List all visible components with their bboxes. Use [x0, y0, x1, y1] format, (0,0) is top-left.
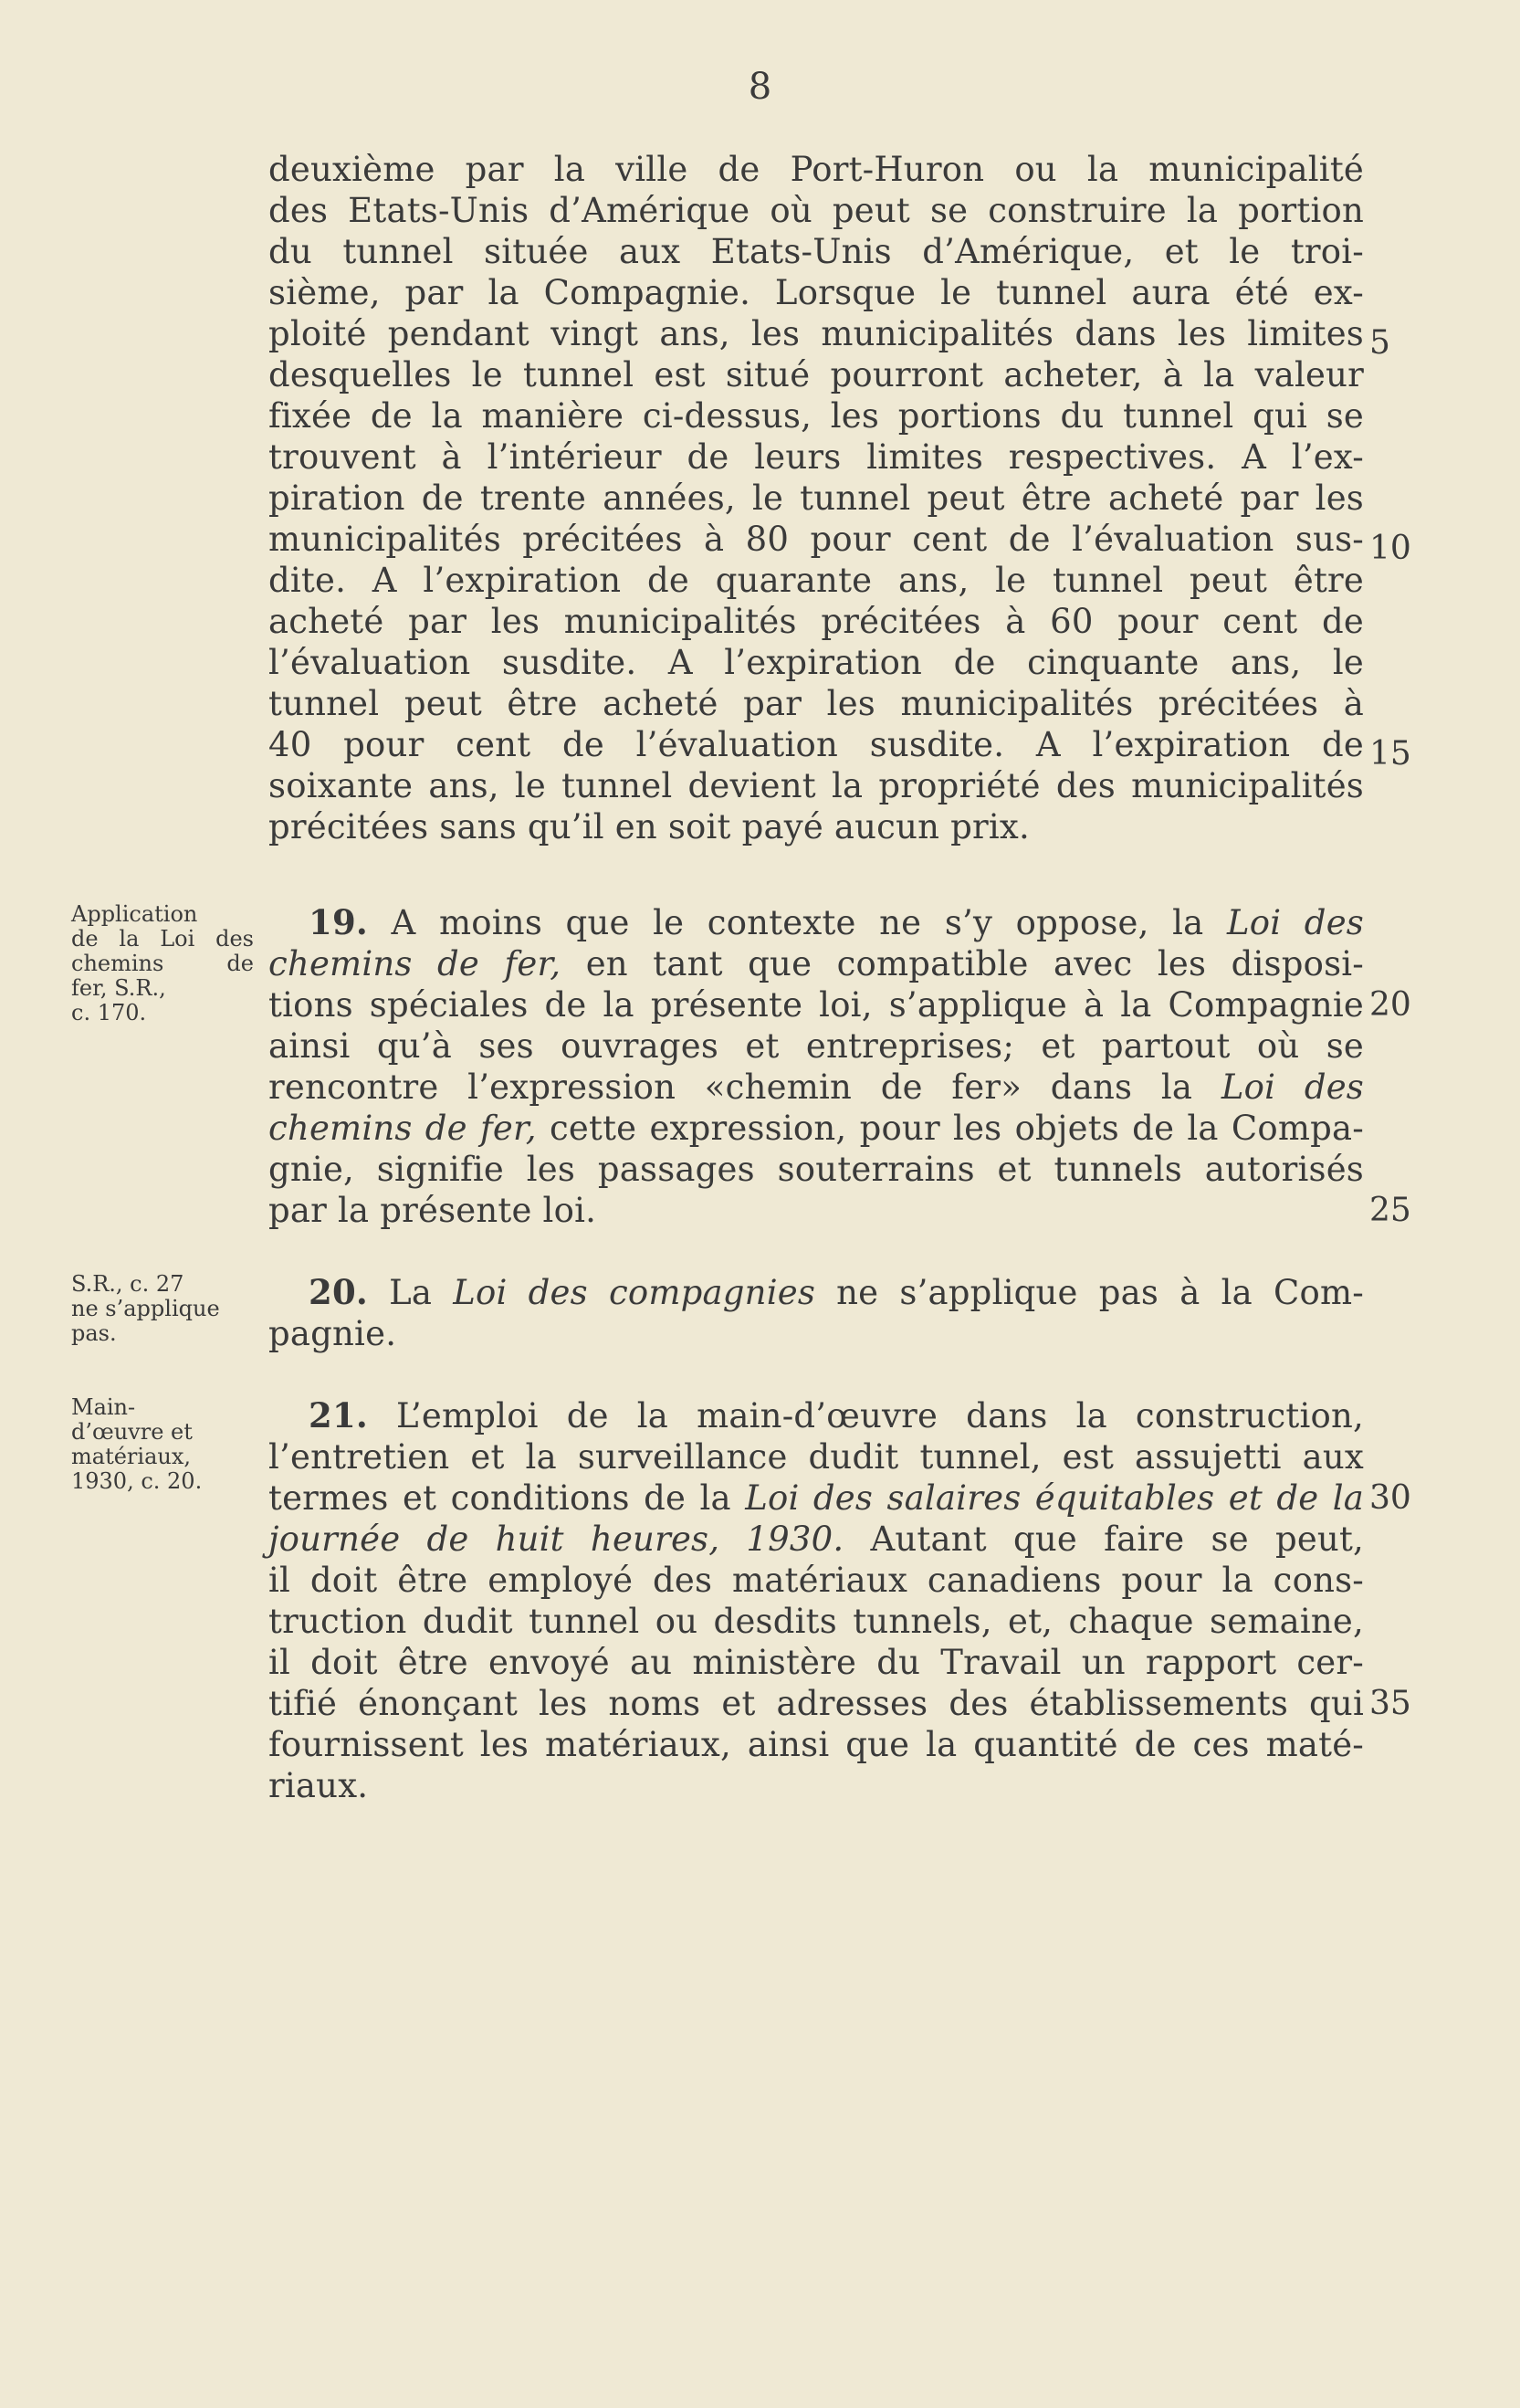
text-line: desquelles le tunnel est situé pourront acheter, à la valeur	[268, 355, 1364, 394]
margin-note-line: 1930, c. 20.	[71, 1468, 203, 1494]
text-run: ne s’applique pas à la Com-	[836, 1273, 1364, 1312]
section-19	[268, 902, 1364, 1231]
line-number: 5	[1369, 324, 1390, 362]
text-line: 40 pour cent de l’évaluation susdite. A l’expiration de	[268, 725, 1364, 764]
text-line: fixée de la manière ci-dessus, les portions du tunnel qui se	[268, 396, 1364, 436]
text-line: acheté par les municipalités précitées à 60 pour cent de	[268, 602, 1364, 641]
text-run: La	[389, 1273, 433, 1312]
text-line: soixante ans, le tunnel devient la propriété des municipalités	[268, 766, 1364, 805]
section-20	[268, 1272, 1364, 1354]
text-line: tunnel peut être acheté par les municipalités précitées à	[268, 684, 1364, 723]
text-line: l’évaluation susdite. A l’expiration de cinquante ans, le	[268, 643, 1364, 682]
margin-note-line: c. 170.	[71, 1000, 147, 1025]
text-line: ploité pendant vingt ans, les municipalités dans les limites	[268, 314, 1364, 353]
text-line: fournissent les matériaux, ainsi que la quantité de ces maté-	[268, 1725, 1364, 1764]
text-line: truction dudit tunnel ou desdits tunnels, et, chaque semaine,	[268, 1602, 1364, 1641]
text-line: tions spéciales de la présente loi, s’applique à la Compagnie	[268, 985, 1364, 1025]
line-number: 35	[1369, 1685, 1411, 1722]
text-line: trouvent à l’intérieur de leurs limites respectives. A l’ex-	[268, 437, 1364, 477]
margin-note-line: ne s’applique	[71, 1296, 220, 1321]
text-line: piration de trente années, le tunnel peut être acheté par les	[268, 478, 1364, 518]
line-number: 15	[1369, 735, 1411, 773]
text-run: Autant que faire se peut,	[870, 1519, 1364, 1559]
margin-note-section-19	[71, 902, 254, 1025]
text-run: termes et conditions de la	[268, 1478, 731, 1518]
margin-note-line: de la Loi des	[71, 926, 254, 952]
margin-note-line: S.R., c. 27	[71, 1271, 184, 1297]
text-line: deuxième par la ville de Port-Huron ou la municipalité	[268, 150, 1364, 189]
margin-note-line: pas.	[71, 1320, 117, 1346]
text-line: pagnie.	[268, 1314, 397, 1353]
section-number: 21.	[309, 1395, 368, 1435]
margin-note-line: Application	[71, 901, 198, 927]
line-number: 25	[1369, 1192, 1411, 1229]
text-line: il doit être employé des matériaux canadiens pour la cons-	[268, 1561, 1364, 1600]
text-line: il doit être envoyé au ministère du Travail un rapport cer-	[268, 1643, 1364, 1682]
continued-paragraph	[268, 149, 1364, 847]
act-title: Loi des salaires équitables et de la	[745, 1478, 1364, 1518]
section-number: 20.	[309, 1272, 368, 1312]
text-line: dite. A l’expiration de quarante ans, le tunnel peut être	[268, 561, 1364, 600]
text-line: riaux.	[268, 1766, 369, 1805]
text-line: l’entretien et la surveillance dudit tunnel, est assujetti aux	[268, 1437, 1364, 1477]
margin-note-line: matériaux,	[71, 1444, 191, 1469]
act-title: chemins de fer,	[268, 944, 561, 983]
text-run: en tant que compatible avec les disposi-	[585, 944, 1364, 983]
page-number: 8	[748, 66, 772, 108]
margin-note-section-21	[71, 1395, 254, 1494]
act-title: Loi des	[1226, 903, 1364, 942]
margin-note-line: fer, S.R.,	[71, 975, 166, 1001]
margin-note-line: Main-	[71, 1394, 136, 1420]
text-line: sième, par la Compagnie. Lorsque le tunnel aura été ex-	[268, 273, 1364, 312]
text-line: municipalités précitées à 80 pour cent de l’évaluation sus-	[268, 520, 1364, 559]
section-21	[268, 1395, 1364, 1806]
text-line: précitées sans qu’il en soit payé aucun prix.	[268, 807, 1030, 846]
line-number: 10	[1369, 530, 1411, 567]
act-title: journée de huit heures, 1930.	[268, 1519, 844, 1559]
section-number: 19.	[309, 902, 368, 942]
margin-note-section-20	[71, 1272, 254, 1346]
text-run: A moins que le contexte ne s’y oppose, la	[391, 903, 1204, 942]
text-line: gnie, signifie les passages souterrains et tunnels autorisés	[268, 1150, 1364, 1189]
act-title: Loi des	[1221, 1067, 1364, 1107]
text-run: rencontre l’expression «chemin de fer» dans la	[268, 1067, 1193, 1107]
text-run: cette expression, pour les objets de la Compa-	[549, 1109, 1364, 1148]
margin-note-line: d’œuvre et	[71, 1419, 193, 1445]
line-number: 30	[1369, 1479, 1411, 1517]
text-line: tifié énonçant les noms et adresses des établissements qui	[268, 1684, 1364, 1723]
margin-note-line: chemins de	[71, 951, 254, 976]
text-line: par la présente loi.	[268, 1191, 597, 1230]
text-line: ainsi qu’à ses ouvrages et entreprises; et partout où se	[268, 1026, 1364, 1066]
text-line: du tunnel située aux Etats-Unis d’Amérique, et le troi-	[268, 232, 1364, 271]
act-title: Loi des compagnies	[453, 1273, 816, 1312]
text-run: L’emploi de la main-d’œuvre dans la construction,	[396, 1396, 1364, 1435]
act-title: chemins de fer,	[268, 1109, 537, 1148]
line-number: 20	[1369, 986, 1411, 1024]
text-line: des Etats-Unis d’Amérique où peut se construire la portion	[268, 191, 1364, 230]
